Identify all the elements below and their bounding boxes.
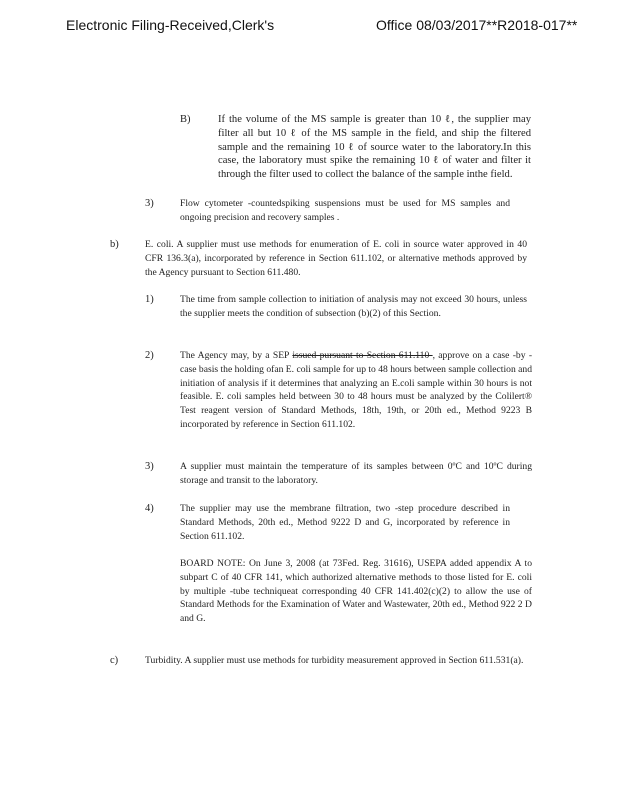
ecoli-item-4-label: 4) [145, 503, 154, 514]
ecoli-item-2-label: 2) [145, 350, 154, 361]
ecoli-item-2-text-before: The Agency may, by a SEP [180, 350, 293, 361]
ecoli-item-1-text: The time from sample collection to initiation of analysis may not exceed 30 hours, unless the supplier meets the condition of subsection (b)(2) of this Section. [180, 294, 527, 319]
item-3-flow-text: Flow cytometer -countedspiking suspensions must be used for MS samples and ongoing precision and recovery samples . [180, 198, 510, 223]
ecoli-item-2-text [180, 349, 532, 432]
subitem-b-label: B) [180, 114, 191, 125]
ecoli-item-2-text-after: , approve on a case -by -case basis the holding ofan E. coli sample for up to 48 hours between sample collection and initiation of analysis if it determines that analyzing an E.coli sample within 30 hours is not feasible. E. coli samples held between 30 to 48 hours must be analyzed by the Colilert® Test reagent version of Standard Methods, 18th, 19th, or 20th ed., Method 9223 B incorporated by reference in Section 611.102. [180, 350, 533, 430]
filing-header-right: Office 08/03/2017**R2018-017** [376, 17, 578, 33]
filing-header [66, 15, 606, 35]
ecoli-item-3-text: A supplier must maintain the temperature of its samples between 0ºC and 10ºC during storage and transit to the laboratory. [180, 461, 532, 486]
subitem-b-text: If the volume of the MS sample is greater than 10 ℓ, the supplier may filter all but 10 ℓ of the MS sample in the field, and ship the filtered sample and the remaining 10 ℓ of source water to the laboratory.In this case, the laboratory must spike the remaining 10 ℓ of water and filter it through the filter used to collect the balance of the sample inthe field. [218, 114, 531, 181]
item-3-flow-label: 3) [145, 198, 154, 209]
section-b-text: E. coli. A supplier must use methods for enumeration of E. coli in source water approved in 40 CFR 136.3(a), incorporated by reference in Section 611.102, or alternative methods approved by the Agency pursuant to Section 611.480. [145, 239, 527, 278]
board-note: BOARD NOTE: On June 3, 2008 (at 73Fed. Reg. 31616), USEPA added appendix A to subpart C of 40 CFR 141, which authorized alternative methods to those listed for E. coli by multiple -tube techniqueat corresponding 40 CFR 141.402(c)(2) to allow the use of Standard Methods for the Examination of Water and Wastewater, 20th ed., Method 922 2 D and G. [180, 558, 532, 625]
section-c-text: Turbidity. A supplier must use methods for turbidity measurement approved in Section 611.531(a). [145, 655, 524, 666]
ecoli-item-1-label: 1) [145, 294, 154, 305]
section-b-label: b) [110, 239, 119, 250]
ecoli-item-3-label: 3) [145, 461, 154, 472]
ecoli-item-2-struck-text: issued pursuant to Section 611.110 [292, 350, 433, 361]
ecoli-item-4-text: The supplier may use the membrane filtration, two -step procedure described in Standard Methods, 20th ed., Method 9222 D and G, incorporated by reference in Section 611.102. [180, 503, 510, 542]
section-c-label: c) [110, 655, 119, 666]
filing-header-left: Electronic Filing-Received,Clerk's [66, 17, 275, 33]
